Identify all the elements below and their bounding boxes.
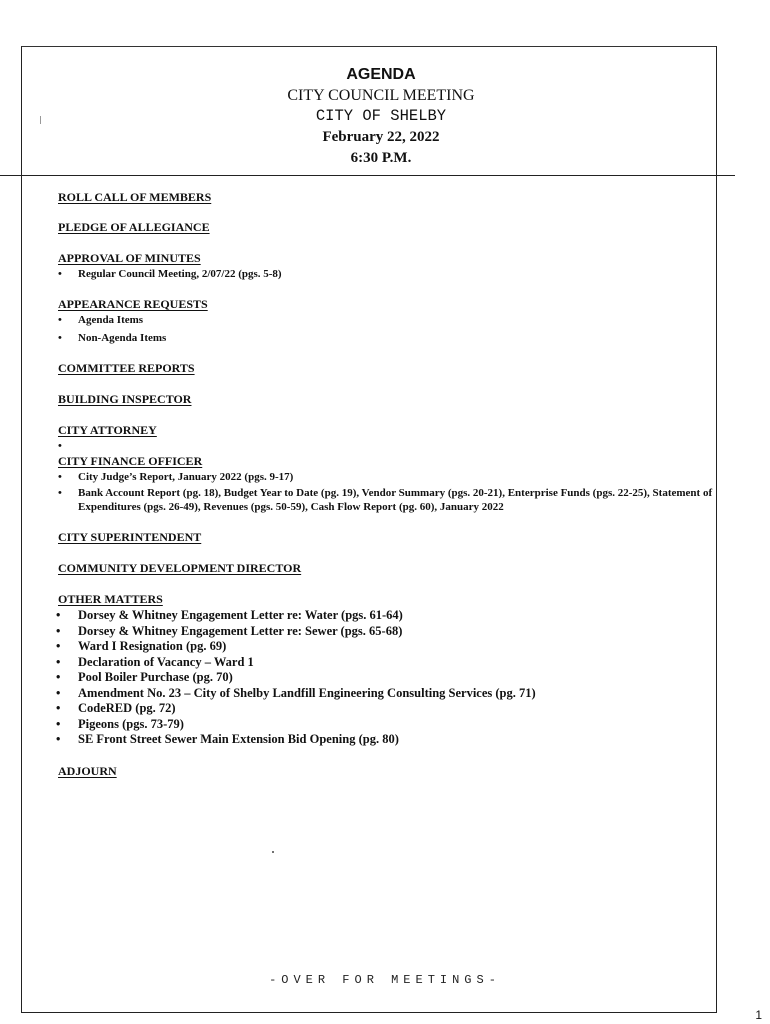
section-adjourn [58, 764, 718, 778]
section-title: ROLL CALL OF MEMBERS [58, 190, 212, 204]
agenda-title: AGENDA [346, 66, 416, 83]
list-item: • Declaration of Vacancy – Ward 1 [56, 654, 254, 669]
section-title: CITY FINANCE OFFICER [58, 454, 203, 468]
meeting-type: CITY COUNCIL MEETING [287, 87, 475, 104]
bullet-icon: • [56, 701, 61, 715]
item-list [58, 608, 718, 748]
item-list [58, 267, 718, 281]
bullet-icon: • [58, 487, 62, 499]
scan-speck [272, 851, 274, 853]
section-city-finance-officer [58, 454, 718, 514]
section-pledge [58, 220, 718, 234]
meeting-time: 6:30 P.M. [350, 150, 412, 166]
header-divider [0, 175, 735, 176]
bullet-icon: • [56, 685, 61, 700]
section-title: CITY SUPERINTENDENT [58, 530, 202, 544]
section-title: ADJOURN [58, 763, 117, 778]
list-item: • Agenda Items [58, 314, 144, 326]
bullet-icon: • [58, 440, 62, 452]
bullet-icon: • [56, 623, 61, 638]
list-item: • Dorsey & Whitney Engagement Letter re: Water (pgs. 61-64) [56, 608, 403, 622]
list-item: • Bank Account Report (pg. 18), Budget Year to Date (pg. 19), Vendor Summary (pgs. 20-21), Enterprise Funds (pgs. 22-25), Statement of Expenditures (pgs. 26-49), Revenues (pgs. 50-59), Cash Flow Report (pg. 60), January 2022 [58, 487, 713, 513]
page-number: 1 [755, 1008, 762, 1022]
section-title: APPROVAL OF MINUTES [58, 251, 201, 265]
scan-speck [40, 116, 41, 124]
city-name: CITY OF SHELBY [315, 107, 447, 125]
bullet-icon: • [58, 314, 62, 326]
list-item: • Amendment No. 23 – City of Shelby Landfill Engineering Consulting Services (pg. 71) [56, 685, 536, 700]
section-title: PLEDGE OF ALLEGIANCE [58, 220, 210, 234]
bullet-icon: • [58, 471, 62, 483]
meeting-date: February 22, 2022 [322, 129, 440, 145]
section-title: COMMITTEE REPORTS [58, 361, 195, 375]
list-item: • Pigeons (pgs. 73-79) [56, 716, 184, 731]
bullet-icon: • [56, 716, 61, 731]
list-item: • Dorsey & Whitney Engagement Letter re: Sewer (pgs. 65-68) [56, 623, 403, 638]
section-other-matters [58, 592, 718, 748]
bullet-icon: • [58, 268, 62, 280]
item-list [58, 313, 718, 345]
agenda-body [58, 190, 718, 778]
section-title: APPEARANCE REQUESTS [58, 297, 208, 311]
section-title: COMMUNITY DEVELOPMENT DIRECTOR [58, 561, 302, 575]
section-building-inspector [58, 392, 718, 406]
list-item: • Non-Agenda Items [58, 332, 167, 344]
agenda-header [21, 64, 741, 168]
section-title: BUILDING INSPECTOR [58, 392, 192, 406]
list-item: • City Judge’s Report, January 2022 (pgs. 9-17) [58, 471, 294, 483]
section-appearance-requests [58, 297, 718, 345]
list-item: • CodeRED (pg. 72) [56, 701, 176, 715]
section-community-development-director [58, 561, 718, 575]
bullet-icon: • [58, 332, 62, 344]
bullet-icon: • [56, 670, 61, 684]
section-city-superintendent [58, 530, 718, 544]
bullet-icon: • [56, 608, 61, 622]
item-list [58, 470, 718, 514]
bullet-icon: • [56, 654, 61, 669]
list-item: • Pool Boiler Purchase (pg. 70) [56, 670, 233, 684]
list-item: • Ward I Resignation (pg. 69) [56, 639, 227, 653]
section-committee-reports [58, 361, 718, 375]
section-approval-of-minutes [58, 251, 718, 281]
section-roll-call [58, 190, 718, 204]
footer-note: -OVER FOR MEETINGS- [269, 973, 501, 987]
list-item: • Regular Council Meeting, 2/07/22 (pgs. 5-8) [58, 268, 282, 280]
section-title: CITY ATTORNEY [58, 423, 157, 437]
section-city-attorney [58, 423, 718, 452]
list-item: • SE Front Street Sewer Main Extension Bid Opening (pg. 80) [56, 732, 399, 746]
bullet-icon: • [56, 732, 61, 746]
bullet-icon: • [56, 639, 61, 653]
section-title: OTHER MATTERS [58, 592, 163, 606]
